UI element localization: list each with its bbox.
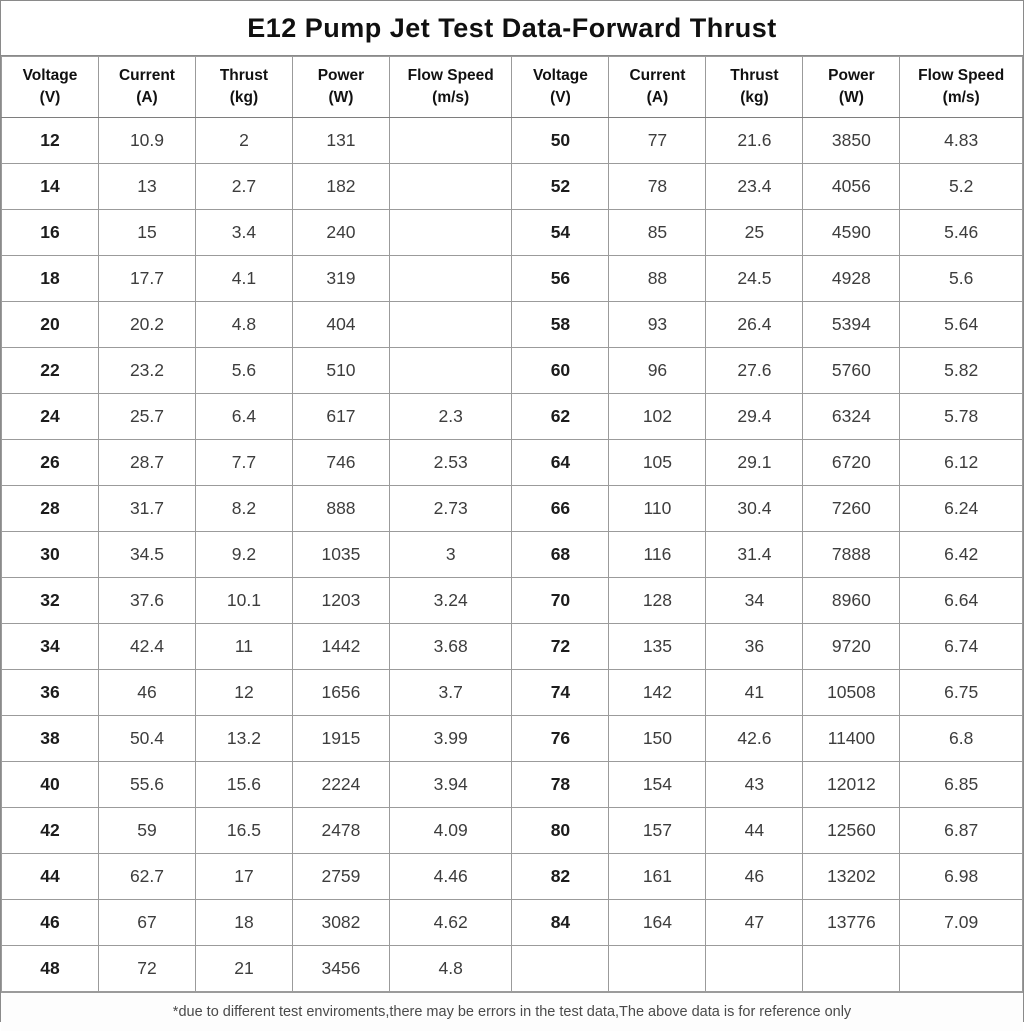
data-cell: 3082 xyxy=(292,900,389,946)
data-cell: 6720 xyxy=(803,440,900,486)
header-cell-current xyxy=(609,57,706,118)
data-cell: 16.5 xyxy=(195,808,292,854)
table-row xyxy=(2,256,1023,302)
table-row xyxy=(2,440,1023,486)
voltage-cell: 40 xyxy=(2,762,99,808)
voltage-cell: 36 xyxy=(2,670,99,716)
table-row xyxy=(2,900,1023,946)
data-cell: 27.6 xyxy=(706,348,803,394)
header-cell-thrust xyxy=(706,57,803,118)
footnote: *due to different test enviroments,there may be errors in the test data,The above data is for reference only xyxy=(1,992,1023,1031)
table-row xyxy=(2,532,1023,578)
data-cell xyxy=(803,946,900,992)
data-cell: 17 xyxy=(195,854,292,900)
data-cell: 20.2 xyxy=(98,302,195,348)
data-cell: 510 xyxy=(292,348,389,394)
data-cell: 8960 xyxy=(803,578,900,624)
header-unit: (kg) xyxy=(740,89,769,106)
data-cell: 93 xyxy=(609,302,706,348)
header-unit: (A) xyxy=(136,89,158,106)
voltage-cell: 52 xyxy=(512,164,609,210)
data-cell: 10508 xyxy=(803,670,900,716)
data-cell: 4.46 xyxy=(389,854,512,900)
data-cell: 7.7 xyxy=(195,440,292,486)
data-cell: 21 xyxy=(195,946,292,992)
data-cell: 888 xyxy=(292,486,389,532)
voltage-cell: 16 xyxy=(2,210,99,256)
data-cell: 3.4 xyxy=(195,210,292,256)
data-cell: 102 xyxy=(609,394,706,440)
table-row xyxy=(2,624,1023,670)
data-cell: 4056 xyxy=(803,164,900,210)
header-cell-current xyxy=(98,57,195,118)
data-cell: 5.82 xyxy=(900,348,1023,394)
data-cell: 4.1 xyxy=(195,256,292,302)
table-row xyxy=(2,670,1023,716)
data-cell: 1442 xyxy=(292,624,389,670)
data-cell: 6.75 xyxy=(900,670,1023,716)
header-cell-voltage xyxy=(512,57,609,118)
data-cell: 2759 xyxy=(292,854,389,900)
data-cell: 6324 xyxy=(803,394,900,440)
voltage-cell: 54 xyxy=(512,210,609,256)
data-cell: 12 xyxy=(195,670,292,716)
data-cell: 29.1 xyxy=(706,440,803,486)
data-cell: 7888 xyxy=(803,532,900,578)
data-cell: 2.53 xyxy=(389,440,512,486)
voltage-cell: 60 xyxy=(512,348,609,394)
data-cell: 1035 xyxy=(292,532,389,578)
data-cell: 404 xyxy=(292,302,389,348)
voltage-cell: 22 xyxy=(2,348,99,394)
table-row xyxy=(2,348,1023,394)
table-body xyxy=(2,118,1023,992)
data-cell: 4.8 xyxy=(195,302,292,348)
data-cell: 29.4 xyxy=(706,394,803,440)
data-cell: 96 xyxy=(609,348,706,394)
data-cell: 110 xyxy=(609,486,706,532)
data-cell: 50.4 xyxy=(98,716,195,762)
data-cell: 135 xyxy=(609,624,706,670)
data-cell: 6.64 xyxy=(900,578,1023,624)
data-cell: 23.4 xyxy=(706,164,803,210)
data-cell: 2478 xyxy=(292,808,389,854)
data-cell: 9.2 xyxy=(195,532,292,578)
data-cell: 6.85 xyxy=(900,762,1023,808)
data-cell: 47 xyxy=(706,900,803,946)
data-cell: 6.8 xyxy=(900,716,1023,762)
data-cell: 13776 xyxy=(803,900,900,946)
data-cell: 72 xyxy=(98,946,195,992)
data-cell: 62.7 xyxy=(98,854,195,900)
header-cell-power xyxy=(803,57,900,118)
data-cell: 4928 xyxy=(803,256,900,302)
data-cell: 34.5 xyxy=(98,532,195,578)
data-cell xyxy=(389,256,512,302)
voltage-cell: 14 xyxy=(2,164,99,210)
voltage-cell: 84 xyxy=(512,900,609,946)
header-unit: (W) xyxy=(838,89,864,106)
data-cell: 67 xyxy=(98,900,195,946)
page-title: E12 Pump Jet Test Data-Forward Thrust xyxy=(1,1,1023,56)
data-cell: 7.09 xyxy=(900,900,1023,946)
header-label: Thrust xyxy=(219,66,269,84)
data-cell: 150 xyxy=(609,716,706,762)
data-cell: 2.7 xyxy=(195,164,292,210)
data-cell: 154 xyxy=(609,762,706,808)
voltage-cell: 20 xyxy=(2,302,99,348)
data-cell: 3 xyxy=(389,532,512,578)
voltage-cell: 64 xyxy=(512,440,609,486)
header-label: Current xyxy=(118,66,175,84)
data-cell: 2.73 xyxy=(389,486,512,532)
data-cell xyxy=(900,946,1023,992)
header-label: Power xyxy=(828,66,875,84)
data-cell: 13202 xyxy=(803,854,900,900)
data-cell: 142 xyxy=(609,670,706,716)
data-cell: 157 xyxy=(609,808,706,854)
voltage-cell: 32 xyxy=(2,578,99,624)
voltage-cell: 44 xyxy=(2,854,99,900)
table-row xyxy=(2,946,1023,992)
data-cell: 164 xyxy=(609,900,706,946)
header-unit: (A) xyxy=(646,89,669,106)
data-cell: 11400 xyxy=(803,716,900,762)
data-cell xyxy=(389,302,512,348)
data-cell: 4.8 xyxy=(389,946,512,992)
data-cell: 1915 xyxy=(292,716,389,762)
data-cell: 24.5 xyxy=(706,256,803,302)
voltage-cell: 74 xyxy=(512,670,609,716)
data-cell xyxy=(389,210,512,256)
table-row xyxy=(2,302,1023,348)
table-header xyxy=(2,57,1023,118)
data-cell: 21.6 xyxy=(706,118,803,164)
data-cell: 59 xyxy=(98,808,195,854)
header-label: Flow Speed xyxy=(407,66,494,84)
voltage-cell xyxy=(512,946,609,992)
data-cell: 182 xyxy=(292,164,389,210)
data-cell: 15.6 xyxy=(195,762,292,808)
voltage-cell: 82 xyxy=(512,854,609,900)
header-cell-power xyxy=(292,57,389,118)
data-cell: 4.62 xyxy=(389,900,512,946)
data-cell: 46 xyxy=(706,854,803,900)
table-row xyxy=(2,210,1023,256)
data-cell: 31.4 xyxy=(706,532,803,578)
data-cell: 2.3 xyxy=(389,394,512,440)
header-unit: (kg) xyxy=(229,89,259,106)
data-cell: 240 xyxy=(292,210,389,256)
data-cell: 4590 xyxy=(803,210,900,256)
voltage-cell: 12 xyxy=(2,118,99,164)
data-cell: 105 xyxy=(609,440,706,486)
data-cell: 36 xyxy=(706,624,803,670)
header-label: Voltage xyxy=(22,66,78,84)
voltage-cell: 62 xyxy=(512,394,609,440)
voltage-cell: 72 xyxy=(512,624,609,670)
data-cell: 3.94 xyxy=(389,762,512,808)
voltage-cell: 48 xyxy=(2,946,99,992)
table-row xyxy=(2,716,1023,762)
data-cell: 13.2 xyxy=(195,716,292,762)
data-cell: 2224 xyxy=(292,762,389,808)
table-row xyxy=(2,164,1023,210)
data-cell: 18 xyxy=(195,900,292,946)
data-cell: 3456 xyxy=(292,946,389,992)
data-cell: 5.64 xyxy=(900,302,1023,348)
data-cell: 319 xyxy=(292,256,389,302)
data-cell: 10.9 xyxy=(98,118,195,164)
data-cell: 17.7 xyxy=(98,256,195,302)
data-cell xyxy=(389,118,512,164)
data-cell: 37.6 xyxy=(98,578,195,624)
data-cell: 25 xyxy=(706,210,803,256)
data-cell: 6.74 xyxy=(900,624,1023,670)
voltage-cell: 26 xyxy=(2,440,99,486)
data-cell: 13 xyxy=(98,164,195,210)
test-data-table xyxy=(1,56,1023,992)
data-cell: 23.2 xyxy=(98,348,195,394)
header-unit: (W) xyxy=(328,89,354,106)
table-row xyxy=(2,854,1023,900)
data-cell: 55.6 xyxy=(98,762,195,808)
voltage-cell: 46 xyxy=(2,900,99,946)
data-cell: 1656 xyxy=(292,670,389,716)
voltage-cell: 42 xyxy=(2,808,99,854)
voltage-cell: 18 xyxy=(2,256,99,302)
data-cell: 25.7 xyxy=(98,394,195,440)
table-row xyxy=(2,394,1023,440)
header-label: Voltage xyxy=(533,66,588,84)
voltage-cell: 78 xyxy=(512,762,609,808)
data-cell: 6.4 xyxy=(195,394,292,440)
data-cell: 46 xyxy=(98,670,195,716)
data-cell: 41 xyxy=(706,670,803,716)
voltage-cell: 38 xyxy=(2,716,99,762)
data-cell: 6.98 xyxy=(900,854,1023,900)
voltage-cell: 56 xyxy=(512,256,609,302)
header-row xyxy=(2,57,1023,118)
data-cell: 42.6 xyxy=(706,716,803,762)
data-cell: 34 xyxy=(706,578,803,624)
data-cell xyxy=(389,164,512,210)
header-label: Power xyxy=(317,66,365,84)
voltage-cell: 28 xyxy=(2,486,99,532)
data-cell: 3.24 xyxy=(389,578,512,624)
voltage-cell: 24 xyxy=(2,394,99,440)
voltage-cell: 34 xyxy=(2,624,99,670)
data-cell: 12560 xyxy=(803,808,900,854)
data-cell: 15 xyxy=(98,210,195,256)
data-cell: 3.68 xyxy=(389,624,512,670)
voltage-cell: 80 xyxy=(512,808,609,854)
header-unit: (m/s) xyxy=(942,89,980,106)
data-cell: 43 xyxy=(706,762,803,808)
data-cell: 4.83 xyxy=(900,118,1023,164)
voltage-cell: 58 xyxy=(512,302,609,348)
data-cell xyxy=(609,946,706,992)
data-cell: 131 xyxy=(292,118,389,164)
header-unit: (V) xyxy=(550,89,571,106)
data-cell: 12012 xyxy=(803,762,900,808)
table-row xyxy=(2,762,1023,808)
data-cell: 85 xyxy=(609,210,706,256)
data-cell: 77 xyxy=(609,118,706,164)
voltage-cell: 66 xyxy=(512,486,609,532)
data-cell: 5.46 xyxy=(900,210,1023,256)
data-cell xyxy=(389,348,512,394)
data-cell: 3850 xyxy=(803,118,900,164)
table-row xyxy=(2,486,1023,532)
voltage-cell: 70 xyxy=(512,578,609,624)
header-unit: (m/s) xyxy=(432,89,470,106)
header-cell-flow-speed xyxy=(389,57,512,118)
data-cell: 617 xyxy=(292,394,389,440)
table-row xyxy=(2,118,1023,164)
data-cell: 88 xyxy=(609,256,706,302)
data-cell: 116 xyxy=(609,532,706,578)
data-cell: 128 xyxy=(609,578,706,624)
data-cell: 5394 xyxy=(803,302,900,348)
table-row xyxy=(2,578,1023,624)
data-cell: 78 xyxy=(609,164,706,210)
data-cell: 10.1 xyxy=(195,578,292,624)
data-cell: 5.2 xyxy=(900,164,1023,210)
header-cell-flow-speed xyxy=(900,57,1023,118)
data-cell: 7260 xyxy=(803,486,900,532)
data-cell: 746 xyxy=(292,440,389,486)
table-row xyxy=(2,808,1023,854)
voltage-cell: 50 xyxy=(512,118,609,164)
data-cell: 1203 xyxy=(292,578,389,624)
data-cell: 8.2 xyxy=(195,486,292,532)
data-cell: 9720 xyxy=(803,624,900,670)
data-cell: 161 xyxy=(609,854,706,900)
header-cell-thrust xyxy=(195,57,292,118)
data-cell: 30.4 xyxy=(706,486,803,532)
voltage-cell: 30 xyxy=(2,532,99,578)
voltage-cell: 76 xyxy=(512,716,609,762)
data-cell: 6.42 xyxy=(900,532,1023,578)
data-cell: 26.4 xyxy=(706,302,803,348)
header-label: Flow Speed xyxy=(918,66,1005,84)
data-cell: 6.24 xyxy=(900,486,1023,532)
header-label: Current xyxy=(629,66,686,84)
data-cell: 5.6 xyxy=(195,348,292,394)
data-cell: 3.7 xyxy=(389,670,512,716)
data-cell xyxy=(706,946,803,992)
data-cell: 31.7 xyxy=(98,486,195,532)
data-cell: 5.6 xyxy=(900,256,1023,302)
data-cell: 4.09 xyxy=(389,808,512,854)
data-cell: 28.7 xyxy=(98,440,195,486)
header-unit: (V) xyxy=(39,89,61,106)
voltage-cell: 68 xyxy=(512,532,609,578)
data-cell: 6.12 xyxy=(900,440,1023,486)
data-cell: 3.99 xyxy=(389,716,512,762)
header-label: Thrust xyxy=(730,66,779,84)
data-cell: 5760 xyxy=(803,348,900,394)
data-cell: 11 xyxy=(195,624,292,670)
data-cell: 44 xyxy=(706,808,803,854)
data-cell: 6.87 xyxy=(900,808,1023,854)
data-cell: 42.4 xyxy=(98,624,195,670)
data-cell: 2 xyxy=(195,118,292,164)
data-cell: 5.78 xyxy=(900,394,1023,440)
header-cell-voltage xyxy=(2,57,99,118)
